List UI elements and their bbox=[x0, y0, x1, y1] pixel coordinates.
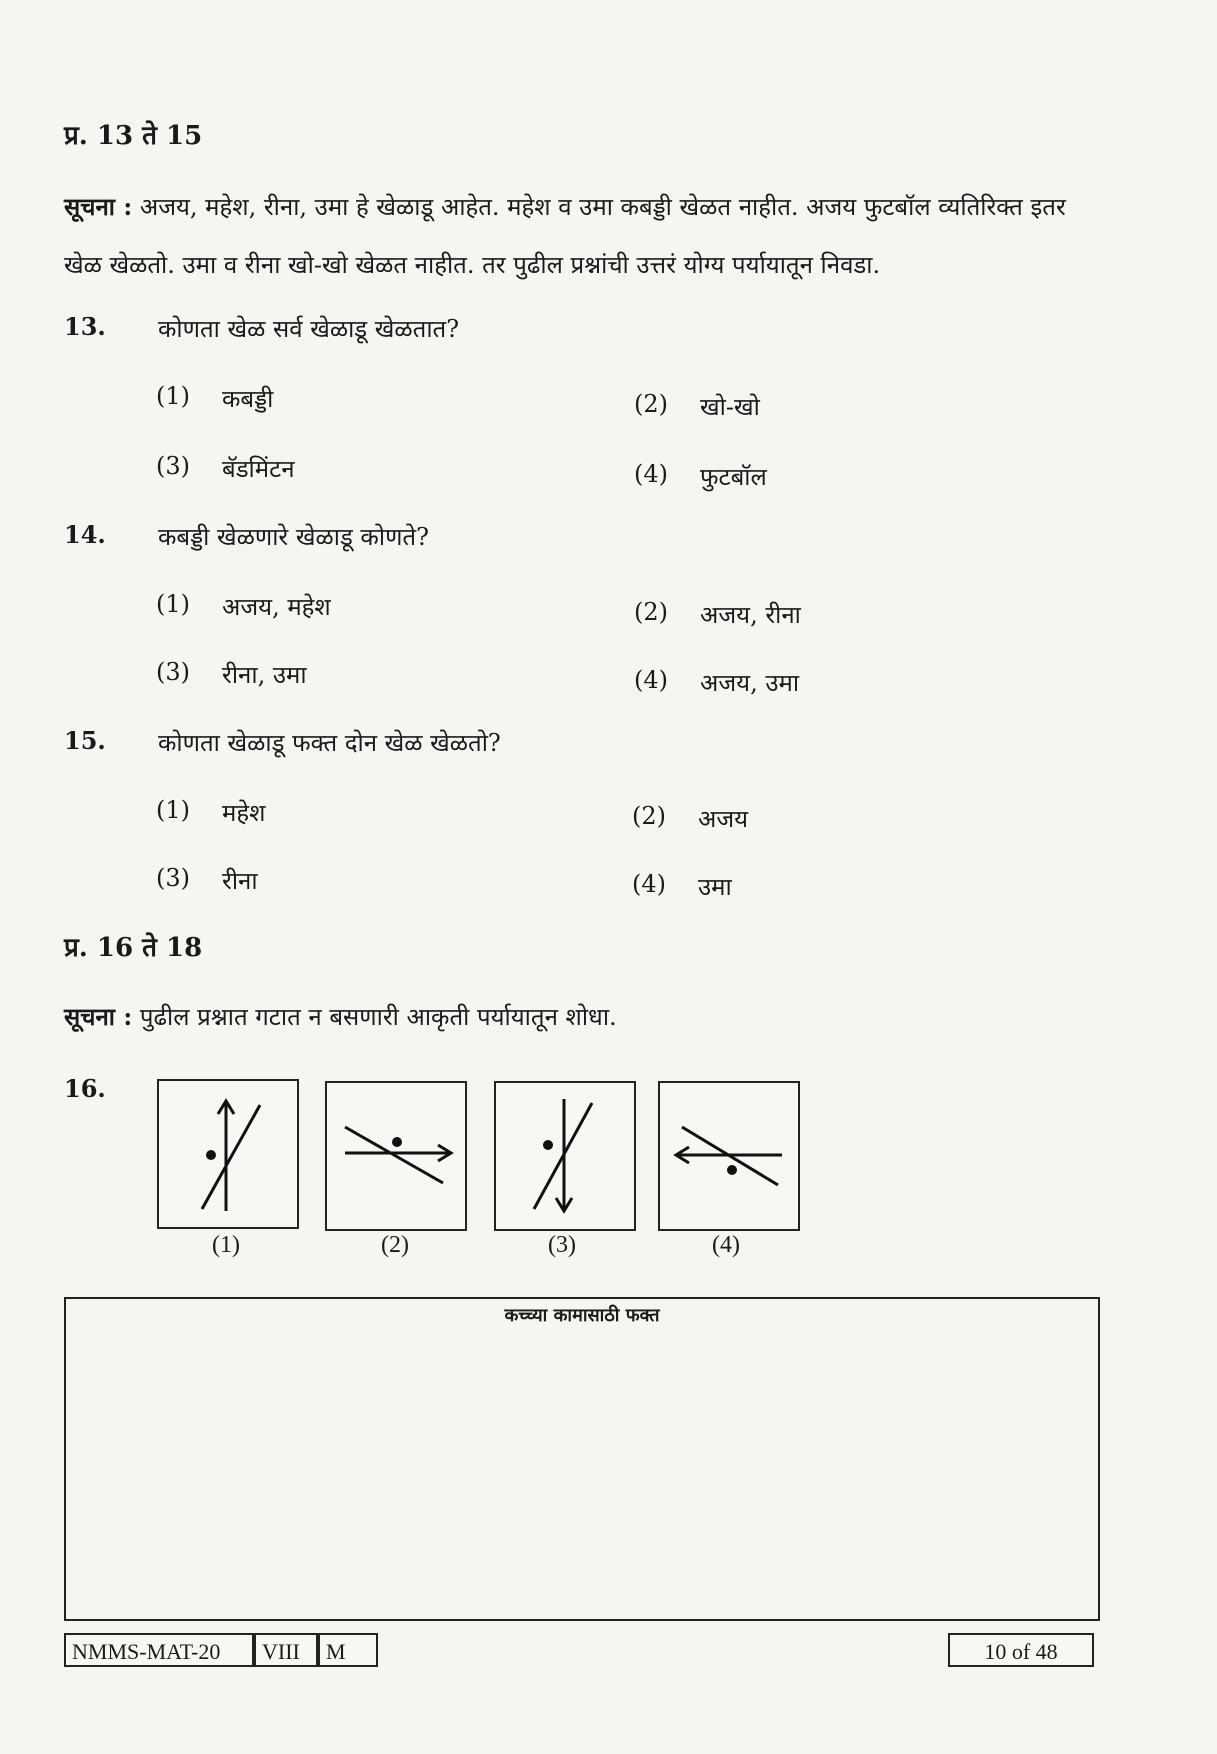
option-number: (4) bbox=[634, 460, 668, 488]
option-number: (3) bbox=[156, 658, 190, 686]
option-2[interactable] bbox=[632, 802, 748, 835]
class-code: VIII bbox=[254, 1633, 318, 1667]
option-text: कबड्डी bbox=[222, 385, 274, 413]
option-2[interactable] bbox=[634, 598, 801, 631]
notice-label: सूचना : bbox=[64, 192, 133, 221]
option-text: बॅडमिंटन bbox=[222, 455, 295, 483]
rough-work-box bbox=[64, 1297, 1100, 1621]
notice-label: सूचना : bbox=[64, 1002, 133, 1031]
question-number: 13. bbox=[64, 312, 106, 341]
question-number: 16. bbox=[64, 1074, 106, 1103]
section-heading-16-18: प्र. 16 ते 18 bbox=[64, 933, 203, 963]
notice-line-2: खेळ खेळतो. उमा व रीना खो-खो खेळत नाहीत. तर पुढील प्रश्नांची उत्तरं योग्य पर्यायातून निवडा. bbox=[64, 251, 881, 279]
figure-4-drawing bbox=[660, 1083, 798, 1229]
medium-code: M bbox=[318, 1633, 378, 1667]
option-4[interactable] bbox=[634, 666, 799, 699]
section-heading-13-15: प्र. 13 ते 15 bbox=[64, 121, 203, 151]
figure-1-drawing bbox=[159, 1081, 297, 1227]
option-text: रीना bbox=[222, 867, 258, 895]
question-number: 14. bbox=[64, 520, 106, 549]
notice-text: पुढील प्रश्नात गटात न बसणारी आकृती पर्यायातून शोधा. bbox=[139, 1003, 617, 1031]
question-text: कोणता खेळाडू फक्त दोन खेळ खेळतो? bbox=[158, 729, 501, 757]
notice-16-18 bbox=[64, 1000, 617, 1033]
paper-code: NMMS-MAT-20 bbox=[64, 1633, 254, 1667]
option-1[interactable] bbox=[156, 590, 331, 623]
figure-2-drawing bbox=[327, 1083, 465, 1229]
option-1[interactable] bbox=[156, 382, 273, 415]
option-number: (2) bbox=[632, 802, 666, 830]
option-text: अजय, उमा bbox=[700, 669, 800, 697]
figure-3-drawing bbox=[496, 1083, 634, 1229]
figure-label-3: (3) bbox=[548, 1232, 576, 1258]
option-number: (4) bbox=[632, 870, 666, 898]
page-number: 10 of 48 bbox=[948, 1633, 1094, 1667]
option-text: महेश bbox=[222, 799, 266, 827]
option-text: फुटबॉल bbox=[700, 463, 767, 491]
option-text: अजय, महेश bbox=[222, 593, 331, 621]
option-number: (1) bbox=[156, 590, 190, 618]
option-number: (3) bbox=[156, 452, 190, 480]
question-number: 15. bbox=[64, 726, 106, 755]
option-number: (4) bbox=[634, 666, 668, 694]
option-text: रीना, उमा bbox=[222, 661, 307, 689]
notice-13-15 bbox=[64, 178, 1144, 294]
notice-line-1: अजय, महेश, रीना, उमा हे खेळाडू आहेत. महेश व उमा कबड्डी खेळत नाहीत. अजय फुटबॉल व्यतिरिक्त इतर bbox=[139, 193, 1066, 221]
figure-option-3[interactable] bbox=[494, 1081, 636, 1231]
figure-label-4: (4) bbox=[712, 1232, 740, 1258]
option-1[interactable] bbox=[156, 796, 265, 829]
option-4[interactable] bbox=[634, 460, 767, 493]
figure-option-1[interactable] bbox=[157, 1079, 299, 1229]
option-number: (1) bbox=[156, 796, 190, 824]
rough-work-title: कच्च्या कामासाठी फक्त bbox=[504, 1305, 660, 1326]
option-text: खो-खो bbox=[700, 393, 760, 421]
option-3[interactable] bbox=[156, 864, 258, 897]
option-4[interactable] bbox=[632, 870, 732, 903]
option-text: अजय bbox=[698, 805, 749, 833]
option-text: उमा bbox=[698, 873, 732, 901]
figure-option-4[interactable] bbox=[658, 1081, 800, 1231]
option-number: (2) bbox=[634, 598, 668, 626]
option-3[interactable] bbox=[156, 658, 307, 691]
option-number: (2) bbox=[634, 390, 668, 418]
option-number: (3) bbox=[156, 864, 190, 892]
option-3[interactable] bbox=[156, 452, 295, 485]
option-text: अजय, रीना bbox=[700, 601, 801, 629]
question-text: कबड्डी खेळणारे खेळाडू कोणते? bbox=[158, 523, 429, 551]
option-2[interactable] bbox=[634, 390, 760, 423]
figure-label-1: (1) bbox=[212, 1232, 240, 1258]
figure-option-2[interactable] bbox=[325, 1081, 467, 1231]
option-number: (1) bbox=[156, 382, 190, 410]
figure-label-2: (2) bbox=[381, 1232, 409, 1258]
question-text: कोणता खेळ सर्व खेळाडू खेळतात? bbox=[158, 315, 460, 343]
